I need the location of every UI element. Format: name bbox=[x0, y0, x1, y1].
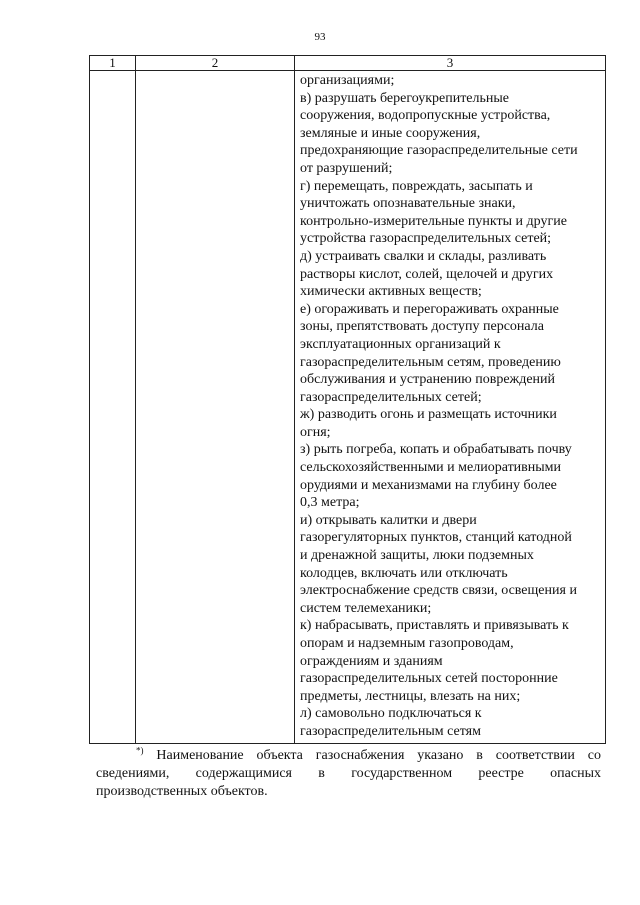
text-line: г) перемещать, повреждать, засыпать и bbox=[300, 178, 533, 194]
text-line: в) разрушать берегоукрепительные bbox=[300, 90, 510, 106]
footnote-line-2: сведениями, содержащимися в государственном реестре опасных bbox=[96, 766, 601, 781]
text-line: систем телемеханики; bbox=[300, 600, 432, 616]
text-line: эксплуатационных организаций к bbox=[300, 336, 501, 352]
text-line: л) самовольно подключаться к bbox=[300, 706, 482, 722]
column-3-cell bbox=[295, 71, 606, 744]
text-line: сельскохозяйственными и мелиоративными bbox=[300, 460, 562, 476]
column-2-cell bbox=[136, 71, 295, 744]
footnote-text-1: Наименование объекта газоснабжения указано в соответствии со bbox=[156, 748, 601, 763]
text-line: сооружения, водопропускные устройства, bbox=[300, 108, 551, 124]
text-line: обслуживания и устранению повреждений bbox=[300, 372, 556, 388]
text-line: предохраняющие газораспределительные сети bbox=[300, 143, 578, 159]
text-line: предметы, лестницы, влезать на них; bbox=[300, 688, 521, 704]
text-line: организациями; bbox=[300, 73, 395, 88]
document-table bbox=[89, 55, 606, 744]
text-line: ж) разводить огонь и размещать источники bbox=[300, 407, 557, 423]
text-line: земляные и иные сооружения, bbox=[300, 125, 481, 141]
text-line: орудиями и механизмами на глубину более bbox=[300, 477, 557, 493]
table-header-row bbox=[90, 56, 606, 71]
text-line: уничтожать опознавательные знаки, bbox=[300, 196, 516, 212]
text-line: растворы кислот, солей, щелочей и других bbox=[300, 266, 554, 282]
column-header-1: 1 bbox=[90, 56, 136, 71]
text-line: химически активных веществ; bbox=[300, 284, 482, 300]
text-line: от разрушений; bbox=[300, 160, 393, 176]
text-line: газораспределительных сетей; bbox=[300, 389, 482, 405]
prohibitions-text bbox=[295, 71, 605, 743]
page-number: 93 bbox=[314, 31, 326, 43]
text-line: контрольно-измерительные пункты и другие bbox=[300, 213, 567, 229]
text-line: з) рыть погреба, копать и обрабатывать почву bbox=[300, 442, 572, 458]
text-line: колодцев, включать или отключать bbox=[300, 565, 508, 581]
text-line: опорам и надземным газопроводам, bbox=[300, 636, 514, 651]
text-line: ограждениям и зданиям bbox=[300, 653, 443, 669]
column-header-2: 2 bbox=[136, 56, 295, 71]
text-line: зоны, препятствовать доступу персонала bbox=[300, 319, 544, 335]
text-line: д) устраивать свалки и склады, разливать bbox=[300, 248, 547, 264]
text-line: газораспределительным сетям, проведению bbox=[300, 354, 561, 370]
text-line: е) огораживать и перегораживать охранные bbox=[300, 301, 559, 317]
column-1-cell bbox=[90, 71, 136, 744]
table-body-row bbox=[90, 71, 606, 744]
footnote bbox=[96, 747, 601, 801]
text-line: газорегуляторных пунктов, станций катодной bbox=[300, 530, 572, 546]
text-line: и дренажной защиты, люки подземных bbox=[300, 548, 534, 564]
text-line: и) открывать калитки и двери bbox=[300, 512, 477, 528]
footnote-line-1 bbox=[96, 747, 601, 765]
text-line: электроснабжение средств связи, освещения и bbox=[300, 583, 577, 599]
text-line: огня; bbox=[300, 424, 331, 440]
footnote-marker: *) bbox=[136, 745, 144, 756]
column-header-3: 3 bbox=[295, 56, 606, 71]
text-line: устройства газораспределительных сетей; bbox=[300, 231, 552, 247]
text-line: газораспределительных сетей посторонние bbox=[300, 671, 558, 687]
text-line: газораспределительным сетям bbox=[300, 723, 481, 739]
footnote-line-3: производственных объектов. bbox=[96, 784, 268, 799]
text-line: 0,3 метра; bbox=[300, 495, 360, 511]
text-line: к) набрасывать, приставлять и привязывать к bbox=[300, 618, 569, 634]
